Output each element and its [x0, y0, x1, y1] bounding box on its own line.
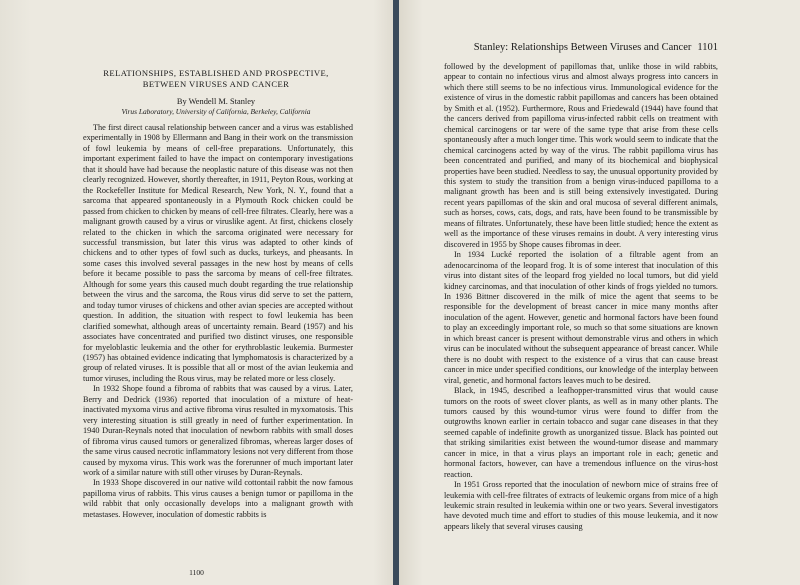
running-head: [444, 42, 718, 53]
author-byline: By Wendell M. Stanley: [176, 97, 256, 106]
right-body-text: [444, 62, 718, 582]
author-affiliation: Virus Laboratory, University of California, Berkeley, California: [121, 107, 311, 116]
paragraph: In 1951 Gross reported that the inoculation of newborn mice of strains free of leukemia with cell-free filtrates of extracts of leukemic organs from mice of a high leukemic strain resulted in leukemia within one or two years. Several investigators have devoted much time and effort to studies of this mouse leukemia, and it now appears likely that several viruses causing: [444, 480, 718, 531]
paragraph: In 1934 Lucké reported the isolation of a filtrable agent from an adenocarcinoma of the leopard frog. It is of some interest that inoculation of this virus into distant sites of the leopard frog yielded no local tumors, but did yield kidney carcinomas, and that inoculation of other kinds of frogs yielded no tumors. In 1936 Bittner discovered in the milk of mice the agent that seems to be responsible for the development of breast cancer in mice many months after inoculation of the agent. However, genetic and hormonal factors have been found to play an exceedingly important role, so much so that some situations are known in which breast cancer is present without demonstrable virus and others in which virus can be inoculated without the subsequent appearance of breast cancer. While there is no doubt with respect to the existence of a virus that can cause breast cancer in mice under specified conditions, our knowledge of the interplay between viral, genetic, and hormonal factors leaves much to be desired.: [444, 250, 718, 385]
paragraph: In 1933 Shope discovered in our native wild cottontail rabbit the now famous papilloma virus of rabbits. This virus causes a benign tumor or papilloma in the wild rabbit that only occasionally develops into a malignant growth with metastases. However, inoculation of domestic rabbits is: [83, 478, 353, 519]
left-body-text: [83, 123, 353, 566]
paragraph: Black, in 1945, described a leafhopper-transmitted virus that would cause tumors on the roots of sweet clover plants, as well as in many other plants. The tumors caused by this wound-tumor virus were found to differ from the outgrowths known earlier in certain tobacco and sugar cane diseases in that they seemed capable of indefinite growth as unorganized tissue. Black has pointed out that striking similarities exist between the wound-tumor disease and mammary cancer in mice, in that a virus plays an important role in each; genetic and hormonal factors, however, can have a tremendous influence on the virus-host reaction.: [444, 386, 718, 479]
page-number-right: 1101: [697, 42, 718, 53]
left-page: [0, 0, 393, 585]
article-title: [80, 68, 352, 90]
title-line-1: RELATIONSHIPS, ESTABLISHED AND PROSPECTIVE,: [103, 68, 329, 78]
title-line-2: BETWEEN VIRUSES AND CANCER: [142, 79, 290, 89]
running-head-title: Stanley: Relationships Between Viruses and Cancer: [473, 42, 692, 53]
paragraph: In 1932 Shope found a fibroma of rabbits that was caused by a virus. Later, Berry and Dedrick (1936) reported that inoculation of a mixture of heat-inactivated myxoma virus and active fibroma virus resulted in myxomatosis. This very interesting situation is still greatly in need of further experimentation. In 1940 Duran-Reynals noted that inoculation of newborn rabbits with small doses of fibroma virus caused tumors or generalized fibromas, whereas larger doses of the same virus caused necrotic inflammatory lesions not very different from those caused by myxoma virus. This work was the forerunner of much important later work of a similar nature with still other viruses by Duran-Reynals.: [83, 384, 353, 477]
page-number-left: 1100: [189, 568, 204, 577]
paragraph: The first direct causal relationship between cancer and a virus was established experimentally in 1908 by Ellermann and Bang in their work on the transmission of fowl leukemia by means of cell-free preparations. Unfortunately, this important experiment failed to have the impact on contemporary investigations that it should have had because the neoplastic nature of this disease was not then clearly recognized. However, shortly thereafter, in 1911, Peyton Rous, working at the Rockefeller Institute for Medical Research, New York, N. Y., found that a sarcoma that appeared spontaneously in a Plymouth Rock chicken could be passed from chicken to chicken by means of cell-free filtrates. Clearly, here was a malignant growth caused by a virus or viruslike agent. At first, chickens closely related to the chicken in which the sarcoma originated were necessary for successful transmission, but later this virus was adapted to other kinds of chickens and to other types of fowl such as ducks, turkeys, and pheasants. In some cases this involved several passages in the new host by means of cells before it became possible to pass the sarcoma by means of cell-free filtrates. Although for some years this caused much doubt regarding the true relationship between the virus and the sarcoma, the Rous virus did serve to set the pattern, and today tumor viruses of chickens and other avian species are accepted without question. In addition, the situation with respect to fowl leukemia has been clarified somewhat, although areas of uncertainty remain. Beard (1957) and his associates have concentrated and purified two distinct viruses, one responsible for myeloblastic leukemia and the other for erythroblastic leukemia. Burmester (1957) has obtained evidence indicating that lymphomatosis is characterized by a group of related viruses. It is possible that all or most of the avian leukemia and tumor viruses, including the Rous virus, may be related more or less closely.: [83, 123, 353, 383]
paragraph: followed by the development of papillomas that, unlike those in wild rabbits, appear to contain no infectious virus and almost always progress into cancers in which there still seems to be no infectious virus. Immunological evidence for the existence of virus in the domestic rabbit papillomas and cancers has been obtained by Smith et al. (1952). Furthermore, Rous and Friedewald (1944) have found that the cancers derived from papilloma virus-infected rabbit cells on treatment with chemical carcinogens or tar were of the same type that arise from these cells spontaneously after a much longer time. This work would seem to indicate that the chemical carcinogens acted by way of the virus. The rabbit papilloma virus has been concentrated and purified, and many of its biochemical and biophysical properties have been studied. Needless to say, the unusual opportunity provided by this system to study the transition from a benign virus-induced papilloma to a malignant growth has been and is still being extensively investigated. During recent years papillomas of the skin and oral mucosa of several different animals, such as horses, cows, cats, dogs, and rats, have been found to be transmissible by means of filtrates. Unfortunately, these have been little studied; hence the extent as well as the importance of these viruses remains in doubt. A very interesting virus discovered in 1955 by Shope causes fibromas in deer.: [444, 62, 718, 249]
